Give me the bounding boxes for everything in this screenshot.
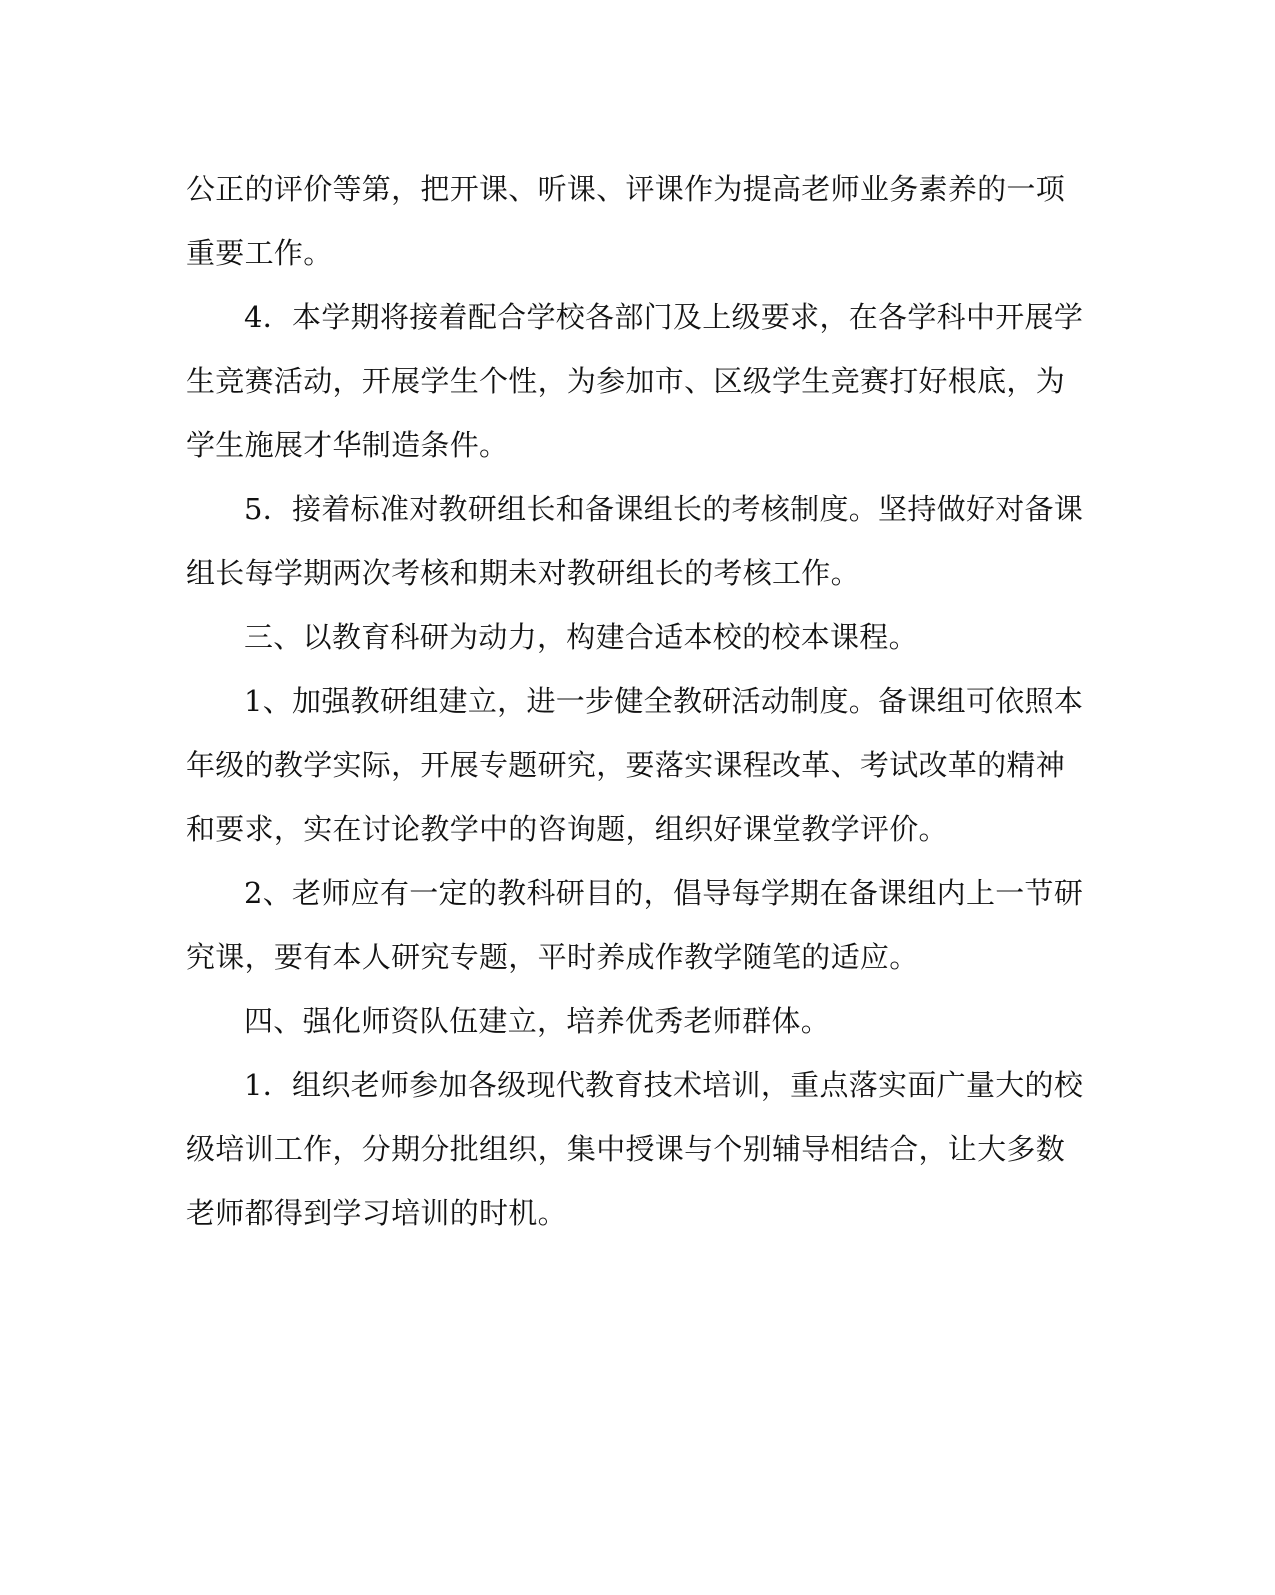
text-line: 和要求，实在讨论教学中的咨询题，组织好课堂教学评价。 bbox=[186, 812, 948, 846]
document-body bbox=[186, 157, 1084, 1245]
text-line: 年级的教学实际，开展专题研究，要落实课程改革、考试改革的精神 bbox=[186, 748, 1066, 782]
paragraph-start-line: 1．组织老师参加各级现代教育技术培训，重点落实面广量大的校 bbox=[244, 1068, 1084, 1102]
paragraph-start-line: 5．接着标准对教研组长和备课组长的考核制度。坚持做好对备课 bbox=[244, 492, 1084, 526]
paragraph-start-line: 1、加强教研组建立，进一步健全教研活动制度。备课组可依照本 bbox=[244, 684, 1084, 718]
text-line: 组长每学期两次考核和期未对教研组长的考核工作。 bbox=[186, 556, 860, 590]
text-line: 老师都得到学习培训的时机。 bbox=[186, 1196, 567, 1230]
text-line: 学生施展才华制造条件。 bbox=[186, 428, 509, 462]
paragraph-start-line: 4．本学期将接着配合学校各部门及上级要求，在各学科中开展学 bbox=[244, 300, 1084, 334]
text-line: 究课，要有本人研究专题，平时养成作教学随笔的适应。 bbox=[186, 940, 919, 974]
paragraph-start-line: 2、老师应有一定的教科研目的，倡导每学期在备课组内上一节研 bbox=[244, 876, 1084, 910]
section-heading: 四、强化师资队伍建立，培养优秀老师群体。 bbox=[244, 1004, 831, 1038]
text-line: 公正的评价等第，把开课、听课、评课作为提高老师业务素养的一项 bbox=[186, 172, 1066, 206]
text-line: 生竞赛活动，开展学生个性，为参加市、区级学生竞赛打好根底，为 bbox=[186, 364, 1066, 398]
section-heading: 三、以教育科研为动力，构建合适本校的校本课程。 bbox=[244, 620, 918, 654]
text-line: 级培训工作，分期分批组织，集中授课与个别辅导相结合，让大多数 bbox=[186, 1132, 1066, 1166]
text-line: 重要工作。 bbox=[186, 236, 333, 270]
